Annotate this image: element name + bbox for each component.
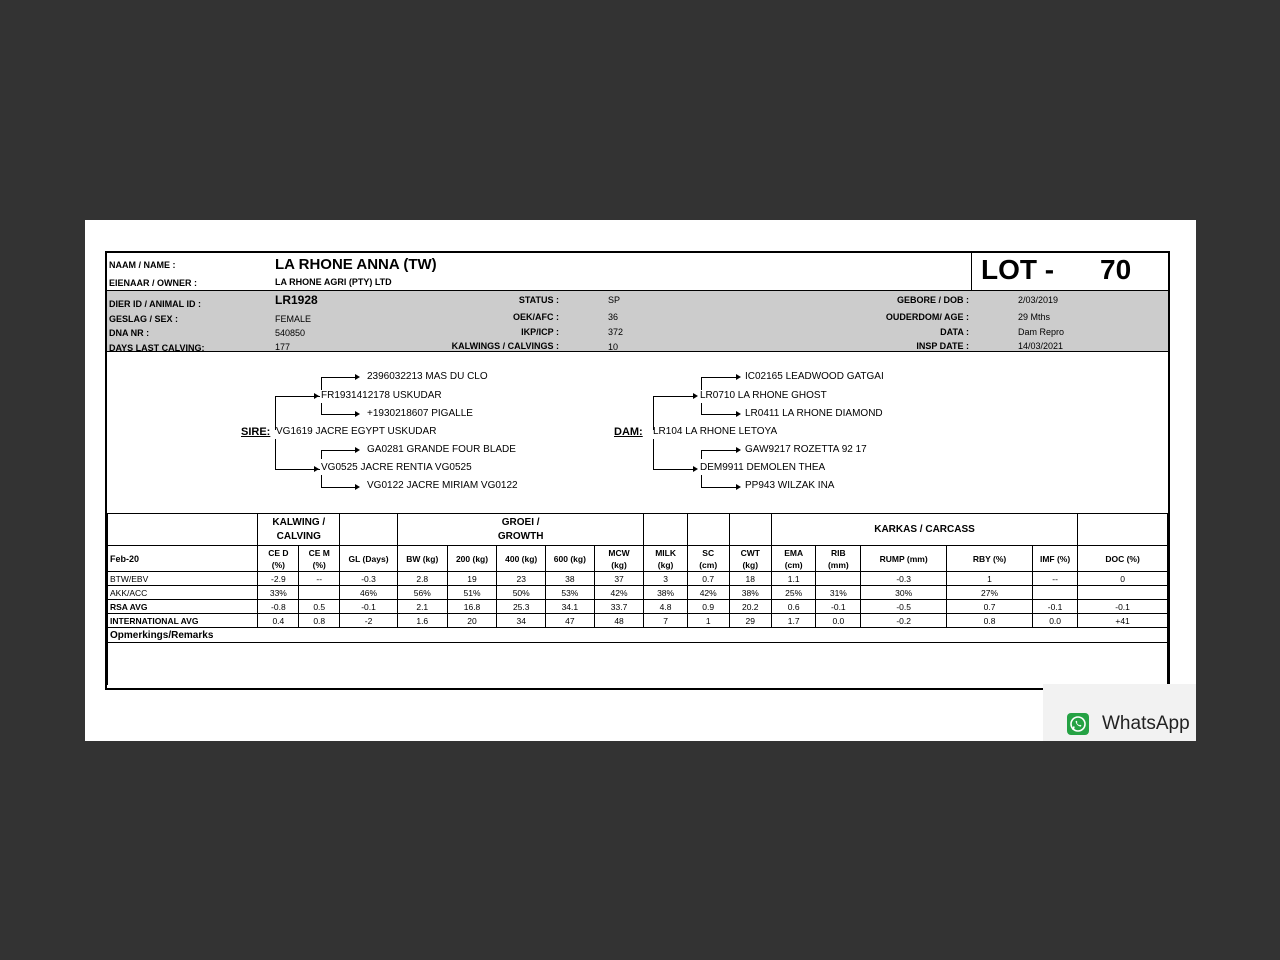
group-header-row — [108, 514, 1168, 546]
dam-label: DAM: — [614, 426, 643, 438]
dam-lower-connector — [653, 439, 696, 470]
remarks-area — [108, 643, 1168, 686]
table-cell: 38% — [729, 586, 771, 600]
table-cell: 0.9 — [687, 600, 729, 614]
dam-sire-name: LR0710 LA RHONE GHOST — [700, 390, 827, 401]
column-header — [947, 546, 1033, 572]
dam-dam-name: DEM9911 DEMOLEN THEA — [700, 462, 826, 473]
table-cell: 0 — [1078, 572, 1168, 586]
column-header — [497, 546, 546, 572]
table-cell: 30% — [861, 586, 947, 600]
table-cell: -- — [299, 572, 340, 586]
dam-dam-dam-arrow — [736, 484, 741, 490]
row-label: AKK/ACC — [108, 586, 258, 600]
table-cell: 33.7 — [594, 600, 644, 614]
table-row — [108, 572, 1168, 586]
row-label: BTW/EBV — [108, 572, 258, 586]
sire-dam-sire-arrow — [355, 447, 360, 453]
sire-dam-dam-name: VG0122 JACRE MIRIAM VG0122 — [367, 480, 518, 491]
performance-table — [107, 513, 1168, 685]
table-cell: 50% — [497, 586, 546, 600]
table-cell: 34.1 — [546, 600, 595, 614]
table-cell: 0.8 — [299, 614, 340, 628]
dam-dam-dam-name: PP943 WILZAK INA — [745, 480, 835, 491]
table-cell — [816, 572, 861, 586]
column-header — [258, 546, 299, 572]
lot-number: 70 — [1100, 254, 1132, 285]
table-cell: -0.1 — [1033, 600, 1078, 614]
table-cell: 2.1 — [397, 600, 447, 614]
details-band — [107, 290, 1168, 352]
column-header — [1078, 546, 1168, 572]
row-label: RSA AVG — [108, 600, 258, 614]
period-label: Feb-20 — [108, 546, 258, 572]
sire-dam-dam-arrow — [355, 484, 360, 490]
table-cell: 38% — [644, 586, 687, 600]
sex-value: FEMALE — [275, 314, 312, 324]
animal-info-sheet — [105, 251, 1170, 690]
table-cell: 18 — [729, 572, 771, 586]
column-header-name: DOC (%) — [1105, 553, 1140, 564]
animal-id: LR1928 — [275, 293, 318, 307]
remarks-label: Opmerkings/Remarks — [108, 628, 1168, 643]
table-cell: 46% — [340, 586, 398, 600]
table-cell: 48 — [594, 614, 644, 628]
dam-dam-arrow — [693, 466, 698, 472]
column-header — [340, 546, 398, 572]
table-cell: 20 — [447, 614, 497, 628]
sex-label: GESLAG / SEX : — [109, 314, 179, 324]
sire-dam-sire-connector — [321, 450, 357, 459]
animal-name: LA RHONE ANNA (TW) — [275, 256, 437, 273]
table-cell: 1.7 — [771, 614, 816, 628]
dam-sire-sire-name: IC02165 LEADWOOD GATGAI — [745, 371, 884, 382]
column-header-row — [108, 546, 1168, 572]
column-header-name: MILK (kg) — [655, 547, 676, 570]
sire-dam-dam-connector — [321, 475, 357, 488]
table-cell: -0.2 — [861, 614, 947, 628]
table-cell: 0.8 — [947, 614, 1033, 628]
table-cell: 29 — [729, 614, 771, 628]
column-header — [816, 546, 861, 572]
table-cell: 37 — [594, 572, 644, 586]
table-row — [108, 614, 1168, 628]
sire-label: SIRE: — [241, 426, 271, 438]
table-cell: 42% — [594, 586, 644, 600]
insp-date-value: 14/03/2021 — [1018, 341, 1064, 351]
table-cell: 33% — [258, 586, 299, 600]
table-cell: 0.0 — [1033, 614, 1078, 628]
column-header-name: CE D (%) — [268, 547, 289, 570]
whatsapp-label: WhatsApp — [1102, 713, 1190, 734]
sire-sire-sire-arrow — [355, 374, 360, 380]
sire-dam-name: VG0525 JACRE RENTIA VG0525 — [321, 462, 472, 473]
data-value: Dam Repro — [1018, 327, 1065, 337]
table-cell: -2 — [340, 614, 398, 628]
table-cell: 25% — [771, 586, 816, 600]
column-header-name: IMF (%) — [1039, 553, 1071, 564]
sire-sire-name: FR1931412178 USKUDAR — [321, 390, 442, 401]
dna-value: 540850 — [275, 328, 306, 338]
column-header-name: EMA (cm) — [784, 547, 804, 570]
table-cell: 7 — [644, 614, 687, 628]
column-header — [771, 546, 816, 572]
dam-name: LR104 LA RHONE LETOYA — [653, 426, 778, 437]
table-cell: 31% — [816, 586, 861, 600]
sire-sire-dam-connector — [321, 403, 357, 415]
column-header — [546, 546, 595, 572]
column-header — [861, 546, 947, 572]
sire-name: VG1619 JACRE EGYPT USKUDAR — [276, 426, 437, 437]
dob-value: 2/03/2019 — [1018, 295, 1059, 305]
dam-upper-connector — [653, 396, 696, 430]
column-header-name: BW (kg) — [406, 553, 439, 564]
sire-sire-dam-name: +1930218607 PIGALLE — [367, 408, 473, 419]
table-cell: -0.1 — [1078, 600, 1168, 614]
whatsapp-button[interactable] — [1043, 684, 1196, 741]
table-cell: 1 — [687, 614, 729, 628]
table-cell: -0.1 — [340, 600, 398, 614]
lot-divider — [971, 253, 972, 290]
column-header-name: MCW (kg) — [608, 547, 630, 570]
column-header-name: GL (Days) — [348, 553, 389, 564]
table-cell: 20.2 — [729, 600, 771, 614]
dam-dam-sire-name: GAW9217 ROZETTA 92 17 — [745, 444, 867, 455]
days-last-calving-label: DAYS LAST CALVING: — [109, 343, 205, 353]
table-cell: +41 — [1078, 614, 1168, 628]
table-cell: 0.7 — [687, 572, 729, 586]
table-cell: -- — [1033, 572, 1078, 586]
table-cell: 27% — [947, 586, 1033, 600]
dam-sire-dam-arrow — [736, 411, 741, 417]
sire-sire-arrow — [314, 393, 319, 399]
dna-label: DNA NR : — [109, 328, 150, 338]
table-cell: 0.7 — [947, 600, 1033, 614]
afc-value: 36 — [608, 312, 619, 322]
owner-name: LA RHONE AGRI (PTY) LTD — [275, 277, 392, 287]
name-label: NAAM / NAME : — [109, 260, 176, 270]
growth-group-header: GROEI / GROWTH — [397, 514, 644, 546]
table-cell: 47 — [546, 614, 595, 628]
sire-sire-dam-arrow — [355, 411, 360, 417]
table-cell: 19 — [447, 572, 497, 586]
table-cell: 3 — [644, 572, 687, 586]
table-cell: 38 — [546, 572, 595, 586]
table-cell — [1033, 586, 1078, 600]
table-cell: 42% — [687, 586, 729, 600]
column-header-name: 200 (kg) — [455, 553, 489, 564]
table-cell: 0.6 — [771, 600, 816, 614]
sire-sire-sire-connector — [321, 377, 357, 390]
calving-group-header: KALWING / CALVING — [258, 514, 340, 546]
calvings-label: KALWINGS / CALVINGS : — [451, 341, 559, 351]
dam-dam-dam-connector — [701, 475, 738, 488]
insp-date-label: INSP DATE : — [916, 341, 969, 351]
table-cell: 4.8 — [644, 600, 687, 614]
table-cell: 0.5 — [299, 600, 340, 614]
dam-sire-dam-name: LR0411 LA RHONE DIAMOND — [745, 408, 883, 419]
table-cell: 51% — [447, 586, 497, 600]
icp-value: 372 — [608, 327, 624, 337]
calvings-value: 10 — [608, 342, 619, 352]
lot-label: LOT - — [981, 254, 1055, 285]
dam-sire-dam-connector — [701, 403, 738, 415]
column-header-name: CWT (kg) — [740, 547, 760, 570]
table-cell: 2.8 — [397, 572, 447, 586]
whatsapp-icon — [1067, 713, 1089, 735]
column-header — [594, 546, 644, 572]
sire-sire-sire-name: 2396032213 MAS DU CLO — [367, 371, 488, 382]
table-cell: 23 — [497, 572, 546, 586]
row-label: INTERNATIONAL AVG — [108, 614, 258, 628]
table-cell: -0.8 — [258, 600, 299, 614]
column-header — [644, 546, 687, 572]
age-label: OUDERDOM/ AGE : — [885, 312, 969, 322]
column-header — [447, 546, 497, 572]
table-cell: -0.5 — [861, 600, 947, 614]
table-cell: -0.3 — [861, 572, 947, 586]
status-value: SP — [608, 295, 621, 305]
afc-label: OEK/AFC : — [513, 312, 559, 322]
column-header-name: 400 (kg) — [505, 553, 538, 564]
table-cell: 34 — [497, 614, 546, 628]
table-cell: 1.6 — [397, 614, 447, 628]
table-cell — [1078, 586, 1168, 600]
column-header-name: CE M (%) — [308, 547, 330, 570]
animal-id-label: DIER ID / ANIMAL ID : — [109, 299, 201, 309]
column-header — [687, 546, 729, 572]
table-cell: 1 — [947, 572, 1033, 586]
dam-dam-sire-connector — [701, 450, 738, 459]
table-cell: 56% — [397, 586, 447, 600]
table-cell: -0.3 — [340, 572, 398, 586]
table-cell: 16.8 — [447, 600, 497, 614]
data-label: DATA : — [940, 327, 969, 337]
table-cell — [299, 586, 340, 600]
days-last-calving-value: 177 — [275, 342, 291, 352]
owner-label: EIENAAR / OWNER : — [109, 278, 198, 288]
column-header — [299, 546, 340, 572]
table-cell: 53% — [546, 586, 595, 600]
table-row — [108, 586, 1168, 600]
dam-sire-sire-arrow — [736, 374, 741, 380]
column-header — [397, 546, 447, 572]
carcass-group-header: KARKAS / CARCASS — [771, 514, 1077, 546]
column-header — [1033, 546, 1078, 572]
table-cell: -2.9 — [258, 572, 299, 586]
sire-dam-arrow — [314, 466, 319, 472]
column-header-name: 600 (kg) — [553, 553, 586, 564]
column-header-name: RBY (%) — [972, 553, 1007, 564]
remarks-row — [108, 628, 1168, 643]
table-cell: 1.1 — [771, 572, 816, 586]
status-label: STATUS : — [518, 295, 559, 305]
column-header-name: RIB (mm) — [827, 547, 849, 570]
column-header-name: RUMP (mm) — [879, 553, 928, 564]
dam-dam-sire-arrow — [736, 447, 741, 453]
age-value: 29 Mths — [1018, 312, 1051, 322]
table-row — [108, 600, 1168, 614]
table-cell: 0.0 — [816, 614, 861, 628]
icp-label: IKP/ICP : — [521, 327, 559, 337]
sire-dam-sire-name: GA0281 GRANDE FOUR BLADE — [367, 444, 516, 455]
column-header-name: SC (cm) — [699, 547, 718, 570]
table-cell: 0.4 — [258, 614, 299, 628]
table-cell: -0.1 — [816, 600, 861, 614]
dam-sire-arrow — [693, 393, 698, 399]
column-header — [729, 546, 771, 572]
sire-upper-connector — [275, 396, 320, 430]
dam-sire-sire-connector — [701, 377, 738, 390]
table-cell: 25.3 — [497, 600, 546, 614]
dob-label: GEBORE / DOB : — [896, 295, 969, 305]
